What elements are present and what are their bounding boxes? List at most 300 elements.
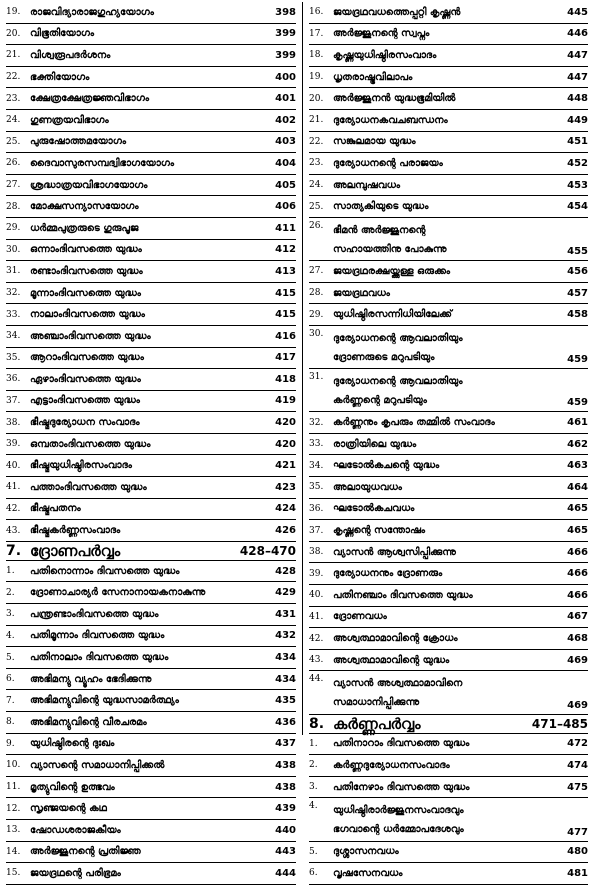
entry-number: 41. bbox=[309, 611, 324, 622]
entry-title bbox=[333, 154, 560, 173]
entry-number: 6. bbox=[309, 868, 318, 879]
entry-title: അഭിമന്യുവിന്റെ യുദ്ധസാമർത്ഥ്യം bbox=[30, 695, 179, 707]
entry-page-number: 416 bbox=[275, 330, 296, 342]
entry-page-number: 444 bbox=[275, 867, 296, 879]
entry-page-number: 406 bbox=[275, 201, 296, 213]
entry-page-number: 456 bbox=[567, 265, 588, 277]
toc-entry bbox=[309, 132, 588, 154]
entry-number: 13. bbox=[6, 825, 21, 836]
entry-page-number: 424 bbox=[275, 503, 296, 515]
toc-entry bbox=[309, 585, 588, 607]
entry-title-line: സാത്യകിയുടെ യുദ്ധം bbox=[333, 201, 429, 213]
entry-page-number: 438 bbox=[275, 759, 296, 771]
bhishma-entries bbox=[6, 2, 296, 542]
entry-title: അർജ്ജുനന്റെ പ്രതിജ്ഞ bbox=[30, 846, 141, 858]
entry-title-line: സങ്കുലമായ യുദ്ധം bbox=[333, 136, 416, 148]
entry-page-number: 420 bbox=[275, 417, 296, 429]
toc-entry bbox=[6, 88, 296, 110]
entry-title bbox=[333, 111, 560, 130]
entry-number: 14. bbox=[6, 846, 21, 857]
entry-number: 22. bbox=[309, 136, 324, 147]
entry-number: 39. bbox=[6, 439, 21, 450]
drona-entries-continued bbox=[309, 2, 588, 715]
karna-entries bbox=[309, 734, 588, 885]
entry-page-number: 412 bbox=[275, 244, 296, 256]
entry-title: വിശ്വരൂപദർശനം bbox=[30, 49, 111, 61]
toc-entry bbox=[6, 863, 296, 885]
entry-title: സൃഞ്ജയന്റെ കഥ bbox=[30, 803, 107, 815]
entry-title: പതിനാലാം ദിവസത്തെ യുദ്ധം bbox=[30, 652, 169, 664]
toc-entry bbox=[309, 863, 588, 885]
toc-entry bbox=[309, 175, 588, 197]
drona-entries bbox=[6, 561, 296, 885]
entry-page-number: 411 bbox=[275, 222, 296, 234]
entry-number: 27. bbox=[6, 180, 21, 191]
toc-entry bbox=[309, 542, 588, 564]
entry-number: 29. bbox=[6, 223, 21, 234]
entry-page-number: 449 bbox=[567, 114, 588, 126]
entry-number: 43. bbox=[6, 525, 21, 536]
entry-page-number: 469 bbox=[567, 699, 588, 711]
entry-number: 29. bbox=[309, 309, 324, 320]
toc-entry bbox=[309, 326, 588, 369]
toc-entry bbox=[6, 369, 296, 391]
entry-page-number: 466 bbox=[567, 589, 588, 601]
entry-title-line: അശ്വത്ഥാമാവിന്റെ ക്രോധം bbox=[333, 633, 458, 645]
entry-number: 42. bbox=[6, 503, 21, 514]
karna-parva-heading bbox=[309, 715, 588, 734]
entry-title-line: കൃഷ്ണയുധിഷ്ഠിരസംവാദം bbox=[333, 49, 437, 61]
toc-entry bbox=[6, 2, 296, 24]
entry-page-number: 445 bbox=[567, 6, 588, 18]
entry-title bbox=[333, 586, 560, 605]
entry-title: ഭീഷ്മകർണ്ണസംവാദം bbox=[30, 525, 121, 537]
toc-entry bbox=[6, 520, 296, 542]
entry-title-line: ദ്രോണവധം bbox=[333, 611, 387, 623]
entry-number: 36. bbox=[6, 374, 21, 385]
entry-page-number: 448 bbox=[567, 93, 588, 105]
entry-title bbox=[333, 284, 560, 303]
toc-entry bbox=[6, 240, 296, 262]
entry-title: രണ്ടാംദിവസത്തെ യുദ്ധം bbox=[30, 265, 143, 277]
entry-page-number: 443 bbox=[275, 846, 296, 858]
toc-entry bbox=[6, 283, 296, 305]
entry-title-line: ജയദ്രഥരക്ഷയ്ക്കുള്ള ഒരുക്കം bbox=[333, 265, 451, 277]
entry-title bbox=[333, 842, 560, 861]
toc-entry bbox=[309, 283, 588, 305]
toc-entry bbox=[309, 499, 588, 521]
entry-title-line: ദുര്യോധനന്റെ പരാജയം bbox=[333, 157, 443, 169]
toc-entry bbox=[309, 153, 588, 175]
toc-entry bbox=[6, 842, 296, 864]
entry-page-number: 434 bbox=[275, 673, 296, 685]
toc-entry bbox=[309, 798, 588, 841]
entry-number: 1. bbox=[6, 566, 15, 577]
entry-number: 21. bbox=[6, 50, 21, 61]
toc-entry bbox=[6, 153, 296, 175]
entry-page-number: 440 bbox=[275, 824, 296, 836]
entry-page-number: 436 bbox=[275, 716, 296, 728]
toc-entry bbox=[6, 582, 296, 604]
entry-title bbox=[333, 221, 560, 259]
entry-page-number: 420 bbox=[275, 438, 296, 450]
left-column bbox=[6, 2, 302, 879]
entry-title: ഒന്നാംദിവസത്തെ യുദ്ധം bbox=[30, 244, 142, 256]
entry-title: ഭീഷ്മപതനം bbox=[30, 503, 81, 515]
toc-entry bbox=[6, 712, 296, 734]
toc-entry bbox=[309, 196, 588, 218]
toc-entry bbox=[6, 304, 296, 326]
entry-title: ദൈവാസുരസമ്പദ്വിഭാഗയോഗം bbox=[30, 157, 175, 169]
entry-title: ഒമ്പതാംദിവസത്തെ യുദ്ധം bbox=[30, 438, 151, 450]
entry-number: 34. bbox=[6, 331, 21, 342]
entry-title-line: കർണ്ണന്റെ മറുപടിയും bbox=[333, 395, 427, 407]
toc-entry bbox=[6, 626, 296, 648]
toc-entry bbox=[6, 690, 296, 712]
entry-number: 10. bbox=[6, 760, 21, 771]
entry-number: 2. bbox=[309, 760, 318, 771]
entry-title bbox=[333, 305, 560, 324]
entry-number: 43. bbox=[309, 655, 324, 666]
entry-number: 35. bbox=[309, 482, 324, 493]
entry-title-line: യുധിഷ്ഠിരസന്നിധിയിലേക്ക് bbox=[333, 309, 452, 321]
entry-title-line: കർണ്ണദുര്യോധനസംവാദം bbox=[333, 759, 450, 771]
entry-number: 4. bbox=[6, 630, 15, 641]
entry-title-line: ദുര്യോധനന്റെ ആവലാതിയും bbox=[333, 376, 463, 388]
toc-entry bbox=[6, 218, 296, 240]
toc-entry bbox=[309, 755, 588, 777]
entry-number: 2. bbox=[6, 587, 15, 598]
entry-number: 19. bbox=[309, 72, 324, 83]
entry-number: 32. bbox=[6, 288, 21, 299]
entry-title: പതിനൊന്നാം ദിവസത്തെ യുദ്ധം bbox=[30, 565, 180, 577]
entry-title bbox=[333, 89, 560, 108]
entry-page-number: 465 bbox=[567, 503, 588, 515]
section-title: ദ്രോണപർവ്വം bbox=[30, 541, 121, 560]
entry-title: ഭീഷ്മദുര്യോധന സംവാദം bbox=[30, 417, 140, 429]
entry-number: 4. bbox=[309, 801, 318, 812]
entry-title: പതിമൂന്നാം ദിവസത്തെ യുദ്ധം bbox=[30, 630, 165, 642]
entry-title bbox=[333, 24, 560, 43]
entry-page-number: 413 bbox=[275, 265, 296, 277]
entry-title-line: അലായുധവധം bbox=[333, 481, 402, 493]
toc-entry bbox=[6, 132, 296, 154]
entry-title-line: ജയദ്രഥവധം bbox=[333, 287, 390, 299]
toc-entry bbox=[6, 412, 296, 434]
entry-title-line: ദ്രോണരുടെ മറുപടിയും bbox=[333, 351, 435, 363]
entry-title bbox=[333, 46, 560, 65]
entry-page-number: 467 bbox=[567, 611, 588, 623]
entry-page-number: 462 bbox=[567, 438, 588, 450]
entry-number: 19. bbox=[6, 7, 21, 18]
entry-title-line: അലമ്പുഷവധം bbox=[333, 179, 401, 191]
entry-page-number: 447 bbox=[567, 49, 588, 61]
entry-page-number: 447 bbox=[567, 71, 588, 83]
toc-entry bbox=[309, 110, 588, 132]
entry-number: 12. bbox=[6, 803, 21, 814]
toc-entry bbox=[6, 604, 296, 626]
entry-number: 38. bbox=[6, 417, 21, 428]
entry-number: 26. bbox=[309, 220, 324, 231]
entry-page-number: 426 bbox=[275, 525, 296, 537]
entry-title bbox=[333, 629, 560, 648]
toc-entry bbox=[6, 647, 296, 669]
toc-entry bbox=[309, 842, 588, 864]
entry-title bbox=[333, 607, 560, 626]
entry-title: ഏഴാംദിവസത്തെ യുദ്ധം bbox=[30, 373, 141, 385]
entry-title bbox=[333, 413, 560, 432]
entry-page-number: 419 bbox=[275, 395, 296, 407]
entry-title: ശ്രദ്ധാത്രയവിഭാഗയോഗം bbox=[30, 179, 148, 191]
entry-title-line: സഹായത്തിനു പോകുന്നു bbox=[333, 243, 447, 255]
toc-entry bbox=[309, 477, 588, 499]
toc-entry bbox=[6, 755, 296, 777]
entry-page-number: 461 bbox=[567, 417, 588, 429]
entry-number: 25. bbox=[309, 201, 324, 212]
entry-title-line: ദുര്യോധനകവചബന്ധനം bbox=[333, 114, 448, 126]
toc-entry bbox=[309, 671, 588, 714]
entry-number: 34. bbox=[309, 460, 324, 471]
entry-number: 37. bbox=[6, 395, 21, 406]
entry-title-line: പതിനഞ്ചാം ദിവസത്തെ യുദ്ധം bbox=[333, 589, 473, 601]
entry-title: ആറാംദിവസത്തെ യുദ്ധം bbox=[30, 352, 144, 364]
entry-number: 39. bbox=[309, 568, 324, 579]
entry-title bbox=[333, 801, 560, 839]
entry-number: 3. bbox=[309, 782, 318, 793]
entry-title bbox=[333, 756, 560, 775]
entry-page-number: 465 bbox=[567, 525, 588, 537]
entry-title: രാജവിദ്യാരാജഗുഹ്യയോഗം bbox=[30, 6, 154, 18]
entry-number: 3. bbox=[6, 609, 15, 620]
entry-number: 23. bbox=[6, 93, 21, 104]
entry-number: 17. bbox=[309, 28, 324, 39]
entry-title: ധർമ്മപുത്രരുടെ ഗുരുപൂജ bbox=[30, 222, 139, 234]
entry-title bbox=[333, 68, 560, 87]
entry-number: 33. bbox=[6, 309, 21, 320]
entry-number: 20. bbox=[6, 28, 21, 39]
entry-page-number: 480 bbox=[567, 846, 588, 858]
entry-title-line: കർണ്ണനും കൃപരും തമ്മിൽ സംവാദം bbox=[333, 417, 495, 429]
toc-entry bbox=[6, 455, 296, 477]
entry-title-line: രാത്രിയിലെ യുദ്ധം bbox=[333, 438, 417, 450]
entry-number: 41. bbox=[6, 482, 21, 493]
entry-title: മോക്ഷസന്യാസയോഗം bbox=[30, 201, 139, 213]
entry-title-line: പതിനേഴാം ദിവസത്തെ യുദ്ധം bbox=[333, 781, 470, 793]
entry-page-number: 428 bbox=[275, 565, 296, 577]
toc-entry bbox=[6, 499, 296, 521]
entry-title: ജയദ്രഥന്റെ പരിഭ്രമം bbox=[30, 867, 121, 879]
entry-title: ഷോഡശരാജകീയം bbox=[30, 824, 121, 836]
entry-page-number: 463 bbox=[567, 460, 588, 472]
toc-entry bbox=[6, 24, 296, 46]
entry-title-line: വൃഷസേനവധം bbox=[333, 867, 403, 879]
entry-page-number: 415 bbox=[275, 309, 296, 321]
toc-entry bbox=[309, 607, 588, 629]
entry-title: മൃത്യുവിന്റെ ഉത്ഭവം bbox=[30, 781, 115, 793]
toc-entry bbox=[309, 434, 588, 456]
entry-number: 5. bbox=[309, 846, 318, 857]
entry-number: 40. bbox=[309, 590, 324, 601]
entry-number: 27. bbox=[309, 266, 324, 277]
entry-title: അഭിമന്യു വ്യൂഹം ഭേദിക്കുന്നു bbox=[30, 673, 152, 685]
section-number: 8. bbox=[309, 715, 325, 732]
section-page-range: 471–485 bbox=[531, 716, 588, 731]
entry-number: 5. bbox=[6, 652, 15, 663]
right-column bbox=[302, 2, 588, 879]
entry-page-number: 453 bbox=[567, 179, 588, 191]
drona-parva-heading bbox=[6, 542, 296, 561]
entry-page-number: 421 bbox=[275, 460, 296, 472]
entry-title-line: ഭഗവാന്റെ ധർമ്മോപദേശവും bbox=[333, 824, 464, 836]
toc-entry bbox=[309, 734, 588, 756]
entry-title-line: കൃഷ്ണന്റെ സന്തോഷം bbox=[333, 525, 426, 537]
entry-number: 33. bbox=[309, 439, 324, 450]
toc-entry bbox=[6, 391, 296, 413]
entry-number: 40. bbox=[6, 460, 21, 471]
entry-number: 37. bbox=[309, 525, 324, 536]
entry-number: 21. bbox=[309, 115, 324, 126]
toc-entry bbox=[6, 261, 296, 283]
entry-title bbox=[333, 262, 560, 281]
toc-entry bbox=[309, 520, 588, 542]
entry-number: 8. bbox=[6, 717, 15, 728]
toc-entry bbox=[6, 561, 296, 583]
section-number: 7. bbox=[6, 542, 22, 559]
toc-entry bbox=[6, 348, 296, 370]
toc-entry bbox=[309, 24, 588, 46]
entry-number: 30. bbox=[309, 328, 324, 339]
section-page-range: 428–470 bbox=[239, 543, 296, 558]
section-title: കർണ്ണപർവ്വം bbox=[333, 714, 421, 733]
toc-entry bbox=[309, 412, 588, 434]
entry-page-number: 469 bbox=[567, 654, 588, 666]
entry-title-line: പതിനാറാം ദിവസത്തെ യുദ്ധം bbox=[333, 738, 470, 750]
entry-page-number: 398 bbox=[275, 6, 296, 18]
entry-page-number: 399 bbox=[275, 49, 296, 61]
entry-title: പുരുഷോത്തമയോഗം bbox=[30, 136, 127, 148]
toc-entry bbox=[309, 628, 588, 650]
toc-entry bbox=[6, 45, 296, 67]
entry-page-number: 438 bbox=[275, 781, 296, 793]
entry-page-number: 454 bbox=[567, 201, 588, 213]
entry-number: 23. bbox=[309, 158, 324, 169]
toc-entry bbox=[309, 369, 588, 412]
toc-entry bbox=[6, 820, 296, 842]
entry-title: ഗുണത്രയവിഭാഗം bbox=[30, 114, 109, 126]
entry-number: 22. bbox=[6, 72, 21, 83]
entry-number: 30. bbox=[6, 244, 21, 255]
entry-title bbox=[333, 372, 560, 410]
entry-page-number: 451 bbox=[567, 136, 588, 148]
entry-page-number: 431 bbox=[275, 608, 296, 620]
entry-title bbox=[333, 456, 560, 475]
entry-page-number: 452 bbox=[567, 157, 588, 169]
entry-page-number: 402 bbox=[275, 114, 296, 126]
toc-entry bbox=[6, 175, 296, 197]
toc-entry bbox=[6, 326, 296, 348]
entry-title: അഭിമന്യുവിന്റെ വീരചരമം bbox=[30, 716, 147, 728]
entry-number: 15. bbox=[6, 868, 21, 879]
entry-page-number: 415 bbox=[275, 287, 296, 299]
toc-entry bbox=[309, 2, 588, 24]
entry-number: 1. bbox=[309, 738, 318, 749]
entry-number: 28. bbox=[6, 201, 21, 212]
entry-title bbox=[333, 521, 560, 540]
toc-entry bbox=[309, 777, 588, 799]
entry-title bbox=[333, 543, 560, 562]
entry-title: വിഭൂതിയോഗം bbox=[30, 28, 95, 40]
entry-page-number: 455 bbox=[567, 246, 588, 258]
entry-page-number: 399 bbox=[275, 28, 296, 40]
entry-page-number: 405 bbox=[275, 179, 296, 191]
entry-number: 11. bbox=[6, 782, 21, 793]
entry-number: 20. bbox=[309, 93, 324, 104]
entry-title-line: അർജ്ജുനന്റെ സ്വപ്നം bbox=[333, 28, 430, 40]
toc-entry bbox=[309, 45, 588, 67]
entry-number: 9. bbox=[6, 738, 15, 749]
entry-title-line: ധൃതരാഷ്ട്രവിലാപം bbox=[333, 71, 413, 83]
entry-title bbox=[333, 132, 560, 151]
entry-number: 6. bbox=[6, 674, 15, 685]
entry-number: 44. bbox=[309, 674, 324, 685]
entry-number: 42. bbox=[309, 633, 324, 644]
entry-page-number: 459 bbox=[567, 397, 588, 409]
entry-title: ക്ഷേത്രക്ഷേത്രജ്ഞവിഭാഗം bbox=[30, 93, 150, 105]
toc-entry bbox=[6, 434, 296, 456]
entry-title-line: ജയദ്രഥവധത്തെപ്പറ്റി കൃഷ്ണൻ bbox=[333, 6, 461, 18]
entry-page-number: 477 bbox=[567, 826, 588, 838]
entry-page-number: 475 bbox=[567, 781, 588, 793]
entry-number: 24. bbox=[309, 180, 324, 191]
entry-page-number: 457 bbox=[567, 287, 588, 299]
entry-title bbox=[333, 329, 560, 367]
toc-entry bbox=[6, 777, 296, 799]
entry-number: 7. bbox=[6, 695, 15, 706]
entry-title-line: വ്യാസൻ ആശ്വസിപ്പിക്കുന്നു bbox=[333, 546, 456, 558]
toc-entry bbox=[6, 798, 296, 820]
entry-page-number: 464 bbox=[567, 481, 588, 493]
entry-title-line: ഘടോൽകചന്റെ യുദ്ധം bbox=[333, 460, 440, 472]
entry-title bbox=[333, 651, 560, 670]
toc-entry bbox=[309, 218, 588, 261]
entry-title-line: വ്യാസൻ അശ്വത്ഥാമാവിനെ bbox=[333, 678, 463, 690]
toc-entry bbox=[6, 196, 296, 218]
entry-page-number: 435 bbox=[275, 695, 296, 707]
entry-number: 16. bbox=[309, 7, 324, 18]
entry-title: ദ്രോണാചാര്യർ സേനാനായകനാകുന്നു bbox=[30, 587, 206, 599]
entry-page-number: 423 bbox=[275, 481, 296, 493]
entry-page-number: 418 bbox=[275, 373, 296, 385]
toc-entry bbox=[309, 455, 588, 477]
entry-number: 32. bbox=[309, 417, 324, 428]
toc-entry bbox=[309, 88, 588, 110]
entry-page-number: 446 bbox=[567, 28, 588, 40]
toc-entry bbox=[309, 304, 588, 326]
entry-page-number: 400 bbox=[275, 71, 296, 83]
entry-title bbox=[333, 3, 560, 22]
entry-number: 18. bbox=[309, 50, 324, 61]
entry-page-number: 434 bbox=[275, 652, 296, 664]
entry-number: 25. bbox=[6, 136, 21, 147]
toc-entry bbox=[6, 734, 296, 756]
entry-title: എട്ടാംദിവസത്തെ യുദ്ധം bbox=[30, 395, 140, 407]
entry-title-line: ഘടോൽകചവധം bbox=[333, 503, 415, 515]
toc-entry bbox=[6, 67, 296, 89]
entry-page-number: 437 bbox=[275, 738, 296, 750]
entry-title bbox=[333, 564, 560, 583]
entry-title-line: ദുശ്ശാസനവധം bbox=[333, 846, 399, 858]
entry-title bbox=[333, 176, 560, 195]
